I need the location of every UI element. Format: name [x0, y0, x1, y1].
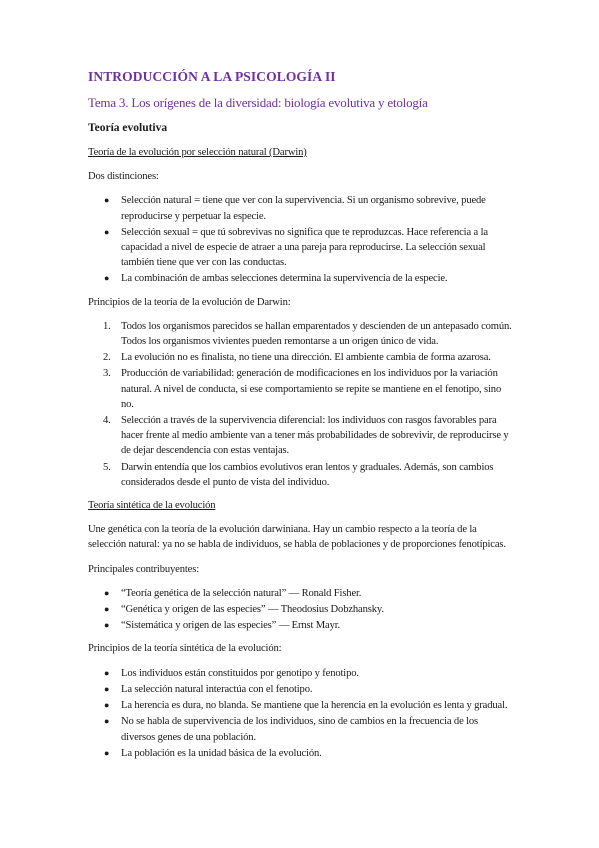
bullet-dot-icon: ● [104, 587, 110, 598]
list-item: 3. Producción de variabilidad: generación de modificaciones en los individuos por la variación natural. A nivel de conducta, si ese comportamiento se repite se mantiene en el fenotipo, sino no. [103, 368, 502, 410]
bullet-dot-icon: ● [104, 195, 110, 206]
list-item: 2. La evolución no es finalista, no tiene una dirección. El ambiente cambia de forma azarosa. [88, 350, 513, 365]
list-number: 4. [103, 415, 111, 427]
list-number: 1. [103, 320, 111, 332]
synthetic-intro: Une genética con la teoría de la evolución darwiniana. Hay un cambio respecto a la teoría de la selección natural: ya no se habla de individuos, se habla de poblaciones y de proporciones fenotípicas. [88, 524, 506, 551]
bullet-dot-icon: ● [104, 700, 110, 711]
list-item: 1. Todos los organismos parecidos se hallan emparentados y descienden de un antepasado común. Todos los organismos vivientes pueden remontarse a un origen único de vida. [103, 320, 512, 348]
list-item: 5. Darwin entendía que los cambios evolutivos eran lentos y graduales. Además, son cambios considerados desde el punto de vista del individuo. [103, 461, 494, 488]
topic-title: Tema 3. Los orígenes de la diversidad: biología evolutiva y etología [88, 95, 428, 110]
list-item: 4. Selección a través de la supervivencia diferencial: los individuos con rasgos favorables para hacer frente al medio ambiente van a tener más probabilidades de sobrevivir, de reproducirse y de dejar descendencia con estas ventajas. [103, 415, 509, 457]
distinctions-list [88, 193, 513, 286]
darwin-heading: Teoría de la evolución por selección natural (Darwin) [88, 147, 307, 158]
bullet-dot-icon: ● [104, 604, 110, 615]
list-item: ● “Teoría genética de la selección natural” — Ronald Fisher. [88, 586, 513, 601]
list-item: ● “Sistemática y origen de las especies” — Ernst Mayr. [88, 618, 513, 633]
contributors-list [88, 586, 513, 634]
document-body [88, 145, 513, 769]
synthetic-principles-intro: Principios de la teoría sintética de la evolución: [88, 643, 282, 655]
list-item: ● Los individuos están constituidos por genotipo y fenotipo. [88, 666, 513, 681]
synthetic-heading: Teoría sintética de la evolución [88, 500, 216, 512]
list-item: ● Selección natural = tiene que ver con la supervivencia. Si un organismo sobrevive, puede reproducirse y perpetuar la especie. [104, 195, 486, 222]
bullet-dot-icon: ● [104, 620, 110, 631]
section-title: Teoría evolutiva [88, 122, 168, 134]
darwin-principles-list [88, 319, 513, 490]
list-item: ● La herencia es dura, no blanda. Se mantiene que la herencia en la evolución es lenta y gradual. [88, 698, 513, 713]
synthetic-principles-list [88, 666, 513, 761]
course-title: INTRODUCCIÓN A LA PSICOLOGÍA II [88, 69, 336, 84]
list-item: ● Selección sexual = que tú sobrevivas no significa que te reproduzcas. Hace referencia a la capacidad a nivel de especie de atraer a una pareja para reproducirse. La selección sexual también tiene que ver con las conductas. [104, 226, 488, 269]
bullet-dot-icon: ● [104, 667, 110, 678]
darwin-principles-intro: Principios de la teoría de la evolución de Darwin: [88, 296, 291, 308]
contributors-intro: Principales contribuyentes: [88, 563, 199, 575]
bullet-dot-icon: ● [104, 716, 110, 727]
bullet-dot-icon: ● [104, 683, 110, 694]
list-item: ● La selección natural interactúa con el fenotipo. [88, 682, 513, 697]
list-number: 2. [103, 352, 111, 364]
bullet-dot-icon: ● [104, 747, 110, 758]
list-item: ● La población es la unidad básica de la evolución. [88, 746, 513, 761]
list-item: ● La combinación de ambas selecciones determina la supervivencia de la especie. [88, 271, 513, 286]
distinctions-intro: Dos distinciones: [88, 171, 159, 183]
list-number: 5. [103, 461, 111, 473]
bullet-dot-icon: ● [104, 273, 110, 284]
list-item: ● No se habla de supervivencia de los individuos, sino de cambios en la frecuencia de los diversos genes de una población. [104, 716, 479, 743]
list-number: 3. [103, 368, 111, 380]
list-item: ● “Genética y origen de las especies” — Theodosius Dobzhansky. [88, 602, 513, 617]
bullet-dot-icon: ● [104, 226, 110, 237]
